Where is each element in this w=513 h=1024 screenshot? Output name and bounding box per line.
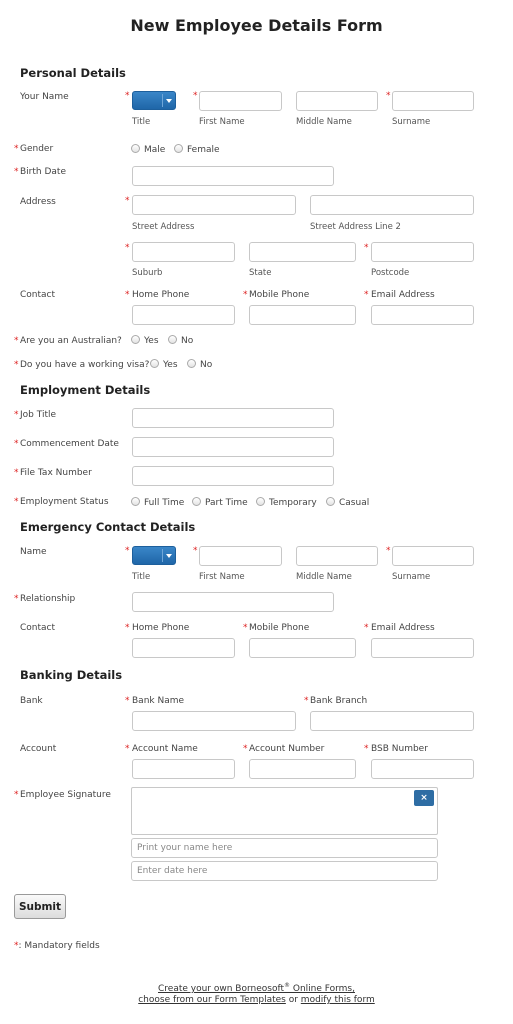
street-address-sublabel: Street Address — [132, 222, 195, 232]
required-marker: * — [125, 623, 130, 633]
required-marker: * — [125, 243, 130, 253]
first-name-sublabel: First Name — [199, 117, 245, 127]
required-marker: * — [14, 410, 19, 420]
bank-label: Bank — [20, 696, 43, 706]
chevron-down-icon — [166, 99, 172, 103]
bank-branch-label: Bank Branch — [310, 696, 368, 706]
radio-button[interactable] — [168, 335, 177, 344]
account-name-label: Account Name — [132, 744, 198, 754]
account-label: Account — [20, 744, 57, 754]
print-name-input[interactable] — [131, 838, 438, 858]
mobile-phone-input[interactable] — [249, 305, 356, 325]
street-address-line2-input[interactable] — [310, 195, 474, 215]
radio-button[interactable] — [131, 144, 140, 153]
employment-status-label: Employment Status — [20, 497, 109, 507]
address-label: Address — [20, 197, 56, 207]
emergency-middle-name-input[interactable] — [296, 546, 378, 566]
emergency-contact-heading: Emergency Contact Details — [20, 520, 196, 534]
required-marker: * — [193, 91, 198, 101]
status-casual-option[interactable]: Casual — [326, 497, 369, 508]
account-name-input[interactable] — [132, 759, 235, 779]
required-marker: * — [125, 290, 130, 300]
emergency-contact-label: Contact — [20, 623, 56, 633]
modify-form-link[interactable]: modify this form — [300, 995, 375, 1005]
bank-name-label: Bank Name — [132, 696, 185, 706]
required-marker: * — [14, 144, 19, 154]
suburb-sublabel: Suburb — [132, 268, 163, 278]
state-sublabel: State — [249, 268, 272, 278]
required-marker: * — [14, 468, 19, 478]
radio-button[interactable] — [131, 335, 140, 344]
email-address-input[interactable] — [371, 305, 474, 325]
bsb-number-input[interactable] — [371, 759, 474, 779]
account-number-label: Account Number — [249, 744, 325, 754]
required-marker: * — [364, 623, 369, 633]
surname-sublabel: Surname — [392, 117, 431, 127]
emergency-name-label: Name — [20, 547, 47, 557]
required-marker: * — [14, 360, 19, 370]
status-temporary-option[interactable]: Temporary — [256, 497, 317, 508]
signature-date-input[interactable] — [131, 861, 438, 881]
bank-name-input[interactable] — [132, 711, 296, 731]
radio-button[interactable] — [187, 359, 196, 368]
working-visa-label: Do you have a working visa? — [20, 360, 150, 370]
radio-button[interactable] — [174, 144, 183, 153]
relationship-label: Relationship — [20, 594, 76, 604]
emergency-mobile-phone-input[interactable] — [249, 638, 356, 658]
street-address-input[interactable] — [132, 195, 296, 215]
create-forms-link[interactable]: Create your own Borneosoft® Online Forms, — [158, 982, 355, 994]
required-marker: * — [125, 546, 130, 556]
emergency-first-name-sublabel: First Name — [199, 572, 245, 582]
emergency-home-phone-label: Home Phone — [132, 623, 190, 633]
postcode-sublabel: Postcode — [371, 268, 410, 278]
middle-name-input[interactable] — [296, 91, 378, 111]
your-name-label: Your Name — [20, 92, 69, 102]
required-marker: * — [14, 439, 19, 449]
postcode-input[interactable] — [371, 242, 474, 262]
employment-details-heading: Employment Details — [20, 383, 151, 397]
required-marker: * — [243, 623, 248, 633]
footer-line-1 — [0, 982, 513, 994]
bsb-number-label: BSB Number — [371, 744, 428, 754]
job-title-label: Job Title — [20, 410, 57, 420]
birth-date-label: Birth Date — [20, 167, 66, 177]
radio-button[interactable] — [326, 497, 335, 506]
title-dropdown[interactable] — [132, 91, 176, 110]
footer-line-2: choose from our Form Templates or modify this form — [138, 995, 375, 1005]
gender-label: Gender — [20, 144, 54, 154]
commencement-date-label: Commencement Date — [20, 439, 119, 449]
required-marker: * — [125, 696, 130, 706]
australian-yes-option[interactable]: Yes — [131, 335, 159, 346]
required-marker: * — [125, 744, 130, 754]
personal-details-heading: Personal Details — [20, 66, 126, 80]
emergency-first-name-input[interactable] — [199, 546, 282, 566]
submit-button[interactable]: Submit — [14, 894, 66, 919]
status-full-time-option[interactable]: Full Time — [131, 497, 184, 508]
account-number-input[interactable] — [249, 759, 356, 779]
radio-button[interactable] — [131, 497, 140, 506]
mandatory-fields-note: *: Mandatory fields — [14, 941, 100, 951]
home-phone-label: Home Phone — [132, 290, 190, 300]
required-marker: * — [125, 196, 130, 206]
required-marker: * — [125, 91, 130, 101]
first-name-input[interactable] — [199, 91, 282, 111]
radio-button[interactable] — [192, 497, 201, 506]
emergency-surname-input[interactable] — [392, 546, 474, 566]
mobile-phone-label: Mobile Phone — [249, 290, 310, 300]
visa-yes-option[interactable]: Yes — [150, 359, 178, 370]
chevron-down-icon — [166, 554, 172, 558]
required-marker: * — [14, 594, 19, 604]
surname-input[interactable] — [392, 91, 474, 111]
required-marker: * — [14, 790, 19, 800]
required-marker: * — [304, 696, 309, 706]
radio-button[interactable] — [150, 359, 159, 368]
signature-pad[interactable] — [131, 787, 438, 835]
suburb-input[interactable] — [132, 242, 235, 262]
gender-male-option[interactable]: Male — [131, 144, 165, 155]
radio-button[interactable] — [256, 497, 265, 506]
file-tax-number-input[interactable] — [132, 466, 334, 486]
required-marker: * — [386, 546, 391, 556]
required-marker: * — [193, 546, 198, 556]
gender-female-option[interactable]: Female — [174, 144, 220, 155]
australian-label: Are you an Australian? — [20, 336, 122, 346]
required-marker: * — [364, 744, 369, 754]
title-sublabel: Title — [132, 117, 151, 127]
emergency-email-label: Email Address — [371, 623, 435, 633]
status-part-time-option[interactable]: Part Time — [192, 497, 248, 508]
middle-name-sublabel: Middle Name — [296, 117, 352, 127]
contact-label: Contact — [20, 290, 56, 300]
emergency-surname-sublabel: Surname — [392, 572, 431, 582]
emergency-title-dropdown[interactable] — [132, 546, 176, 565]
required-marker: * — [386, 91, 391, 101]
home-phone-input[interactable] — [132, 305, 235, 325]
emergency-title-sublabel: Title — [132, 572, 151, 582]
commencement-date-input[interactable] — [132, 437, 334, 457]
required-marker: * — [243, 290, 248, 300]
required-marker: * — [14, 167, 19, 177]
emergency-email-input[interactable] — [371, 638, 474, 658]
close-icon: × — [420, 793, 428, 803]
email-address-label: Email Address — [371, 290, 435, 300]
emergency-mobile-phone-label: Mobile Phone — [249, 623, 310, 633]
job-title-input[interactable] — [132, 408, 334, 428]
state-input[interactable] — [249, 242, 356, 262]
bank-branch-input[interactable] — [310, 711, 474, 731]
australian-no-option[interactable]: No — [168, 335, 193, 346]
visa-no-option[interactable]: No — [187, 359, 212, 370]
required-marker: * — [14, 497, 19, 507]
employee-signature-label: Employee Signature — [20, 790, 111, 800]
file-tax-number-label: File Tax Number — [20, 468, 92, 478]
required-marker: * — [14, 336, 19, 346]
required-marker: * — [14, 941, 19, 951]
banking-details-heading: Banking Details — [20, 668, 123, 682]
required-marker: * — [364, 290, 369, 300]
clear-signature-button[interactable] — [414, 790, 434, 806]
relationship-input[interactable] — [132, 592, 334, 612]
street-address-line2-sublabel: Street Address Line 2 — [310, 222, 401, 232]
form-title: New Employee Details Form — [130, 16, 383, 35]
birth-date-input[interactable] — [132, 166, 334, 186]
required-marker: * — [364, 243, 369, 253]
form-templates-link[interactable]: choose from our Form Templates — [138, 995, 286, 1005]
required-marker: * — [243, 744, 248, 754]
emergency-middle-name-sublabel: Middle Name — [296, 572, 352, 582]
emergency-home-phone-input[interactable] — [132, 638, 235, 658]
